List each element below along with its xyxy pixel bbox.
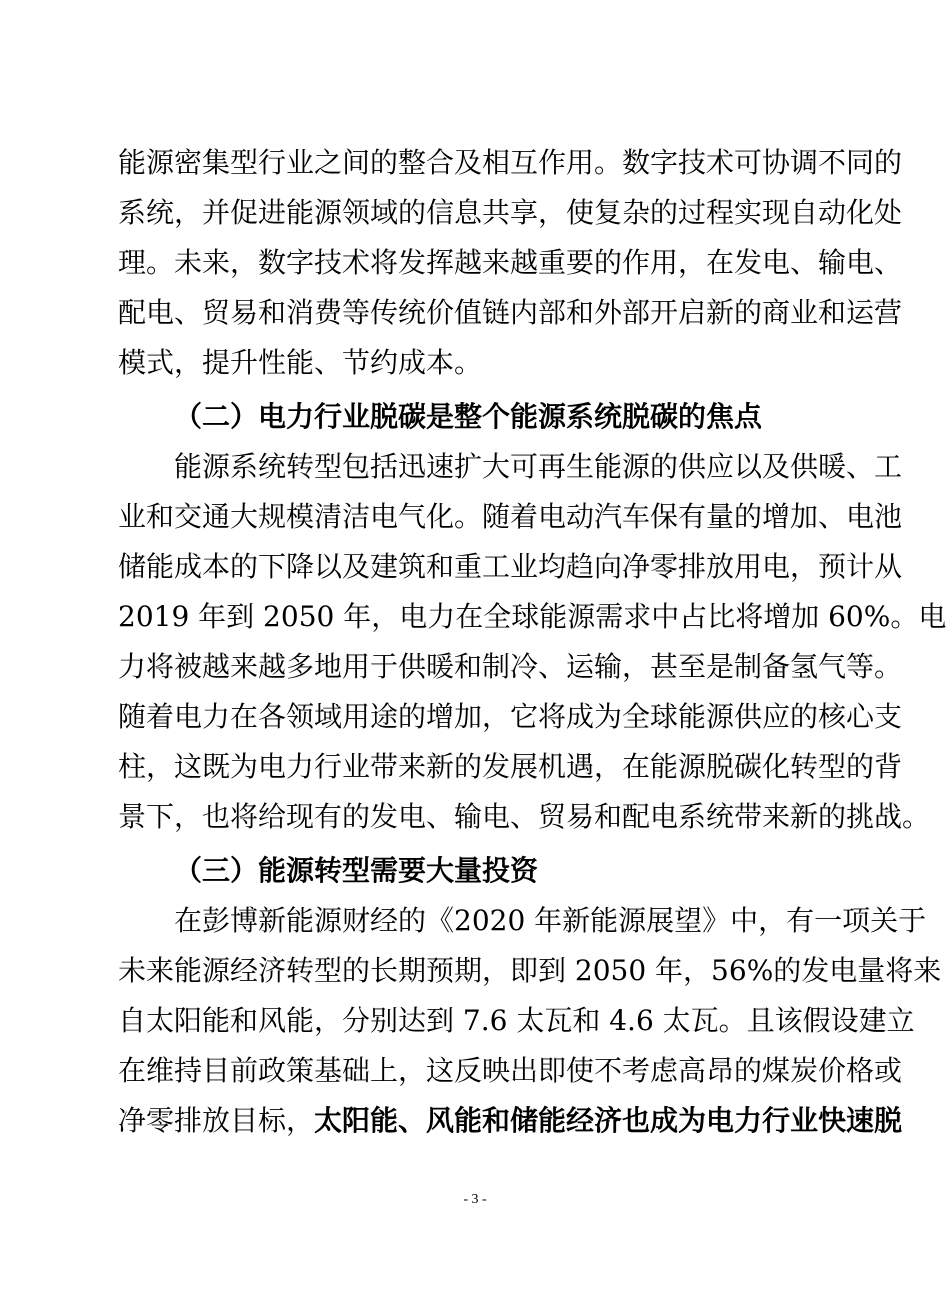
paragraph-2-line-2: 业和交通大规模清洁电气化。随着电动汽车保有量的增加、电池 bbox=[118, 500, 903, 533]
paragraph-2-line-5: 力将被越来越多地用于供暖和制冷、运输，甚至是制备氢气等。 bbox=[118, 650, 903, 683]
paragraph-2-line-7: 柱，这既为电力行业带来新的发展机遇，在能源脱碳化转型的背 bbox=[118, 750, 903, 783]
paragraph-2-line-8: 景下，也将给现有的发电、输电、贸易和配电系统带来新的挑战。 bbox=[118, 800, 931, 833]
section-heading-3: （三）能源转型需要大量投资 bbox=[174, 854, 539, 887]
paragraph-2-line-1: 能源系统转型包括迅速扩大可再生能源的供应以及供暖、工 bbox=[174, 450, 903, 483]
section-heading-2: （二）电力行业脱碳是整个能源系统脱碳的焦点 bbox=[174, 400, 763, 433]
paragraph-1-line-1: 能源密集型行业之间的整合及相互作用。数字技术可协调不同的 bbox=[118, 146, 903, 179]
paragraph-1-line-2: 系统，并促进能源领域的信息共享，使复杂的过程实现自动化处 bbox=[118, 196, 903, 229]
paragraph-3-line-4: 在维持目前政策基础上，这反映出即使不考虑高昂的煤炭价格或 bbox=[118, 1054, 903, 1087]
paragraph-2-line-3: 储能成本的下降以及建筑和重工业均趋向净零排放用电，预计从 bbox=[118, 550, 903, 583]
paragraph-2-line-4: 2019 年到 2050 年，电力在全球能源需求中占比将增加 60%。电 bbox=[118, 600, 947, 633]
paragraph-3-line-3: 自太阳能和风能，分别达到 7.6 太瓦和 4.6 太瓦。且该假设建立 bbox=[118, 1004, 915, 1037]
paragraph-1-line-3: 理。未来，数字技术将发挥越来越重要的作用，在发电、输电、 bbox=[118, 246, 903, 279]
paragraph-3-line-5-plain: 净零排放目标， bbox=[118, 1104, 315, 1137]
paragraph-3-line-2: 未来能源经济转型的长期预期，即到 2050 年，56%的发电量将来 bbox=[118, 954, 942, 987]
paragraph-3-line-5-bold: 太阳能、风能和储能经济也成为电力行业快速脱 bbox=[314, 1104, 903, 1137]
paragraph-1-line-5: 模式，提升性能、节约成本。 bbox=[118, 346, 483, 379]
paragraph-3-line-1: 在彭博新能源财经的《2020 年新能源展望》中，有一项关于 bbox=[174, 904, 927, 937]
paragraph-1-line-4: 配电、贸易和消费等传统价值链内部和外部开启新的商业和运营 bbox=[118, 296, 903, 329]
paragraph-2-line-6: 随着电力在各领域用途的增加，它将成为全球能源供应的核心支 bbox=[118, 700, 903, 733]
page-number: - 3 - bbox=[463, 1192, 487, 1207]
paragraph-3-line-5 bbox=[118, 1096, 903, 1146]
